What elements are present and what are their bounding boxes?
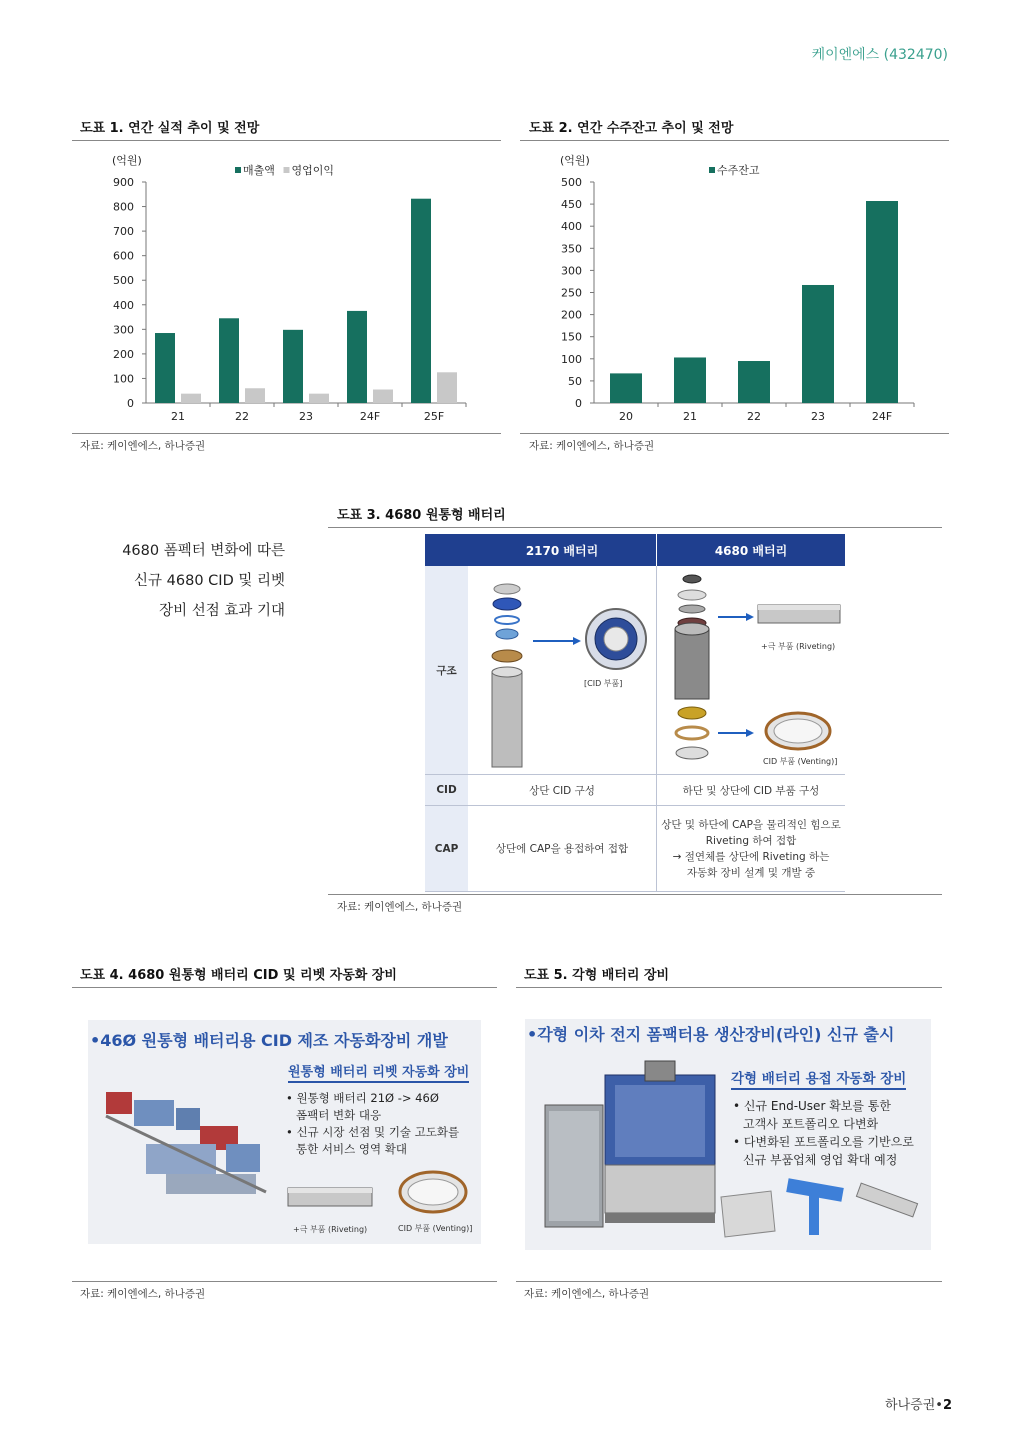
fig5-source: 자료: 케이엔에스, 하나증권 <box>524 1288 650 1300</box>
cid-part-label: [CID 부품] <box>584 679 623 688</box>
bar-수주잔고 <box>802 285 834 403</box>
legend-swatch <box>284 167 290 173</box>
bar-수주잔고 <box>738 361 770 403</box>
fig5-bullet-2b: 신규 부품업체 영업 확대 예정 <box>743 1153 898 1167</box>
bar-영업이익 <box>181 394 201 403</box>
x-tick-label: 20 <box>619 410 633 423</box>
fig2-chart <box>520 145 949 430</box>
y-tick-label: 50 <box>568 374 582 388</box>
y-tick-label: 200 <box>561 308 582 322</box>
legend-label: 매출액 <box>243 164 275 177</box>
fig4-bullets <box>286 1090 459 1158</box>
page-number: 2 <box>942 1398 952 1413</box>
cid-2170-cell: 상단 CID 구성 <box>468 775 657 806</box>
battery-comparison-table <box>425 534 845 892</box>
fig4-riveting-label: +극 부품 (Riveting) <box>293 1225 368 1234</box>
x-tick-label: 22 <box>747 410 761 423</box>
bar-매출액 <box>283 330 303 403</box>
cap-4680-line-2: Riveting 하여 접합 <box>705 834 797 847</box>
y-tick-label: 0 <box>127 397 134 410</box>
fig4-bullet-1a: • 원통형 배터리 21Ø -> 46Ø <box>286 1091 439 1105</box>
fig5-panel <box>525 1019 931 1250</box>
y-tick-label: 300 <box>113 323 134 337</box>
cap-4680-line-3: → 절연체를 상단에 Riveting 하는 <box>672 850 830 863</box>
fig2-bottom-rule <box>520 433 949 434</box>
bar-영업이익 <box>245 388 265 403</box>
bar-매출액 <box>411 199 431 403</box>
col-4680: 4680 배터리 <box>657 534 846 566</box>
bar-매출액 <box>155 333 175 403</box>
battery-2170-exploded-icon <box>469 567 655 773</box>
structure-2170 <box>468 566 657 775</box>
fig4-panel <box>88 1020 481 1244</box>
fig5-bottom-rule <box>516 1281 942 1282</box>
y-tick-label: 450 <box>561 198 582 212</box>
fig2-title: 도표 2. 연간 수주잔고 추이 및 전망 <box>529 121 734 136</box>
x-tick-label: 24F <box>359 410 381 423</box>
x-tick-label: 24F <box>871 410 893 423</box>
fig4-bottom-rule <box>72 1281 497 1282</box>
bar-수주잔고 <box>866 201 898 403</box>
positive-terminal-part-icon <box>286 1168 376 1216</box>
cid-venting-part-icon <box>396 1166 470 1218</box>
side-note <box>95 536 285 626</box>
y-tick-label: 300 <box>561 264 582 278</box>
legend-label: 영업이익 <box>291 164 335 177</box>
side-note-line-3: 장비 선점 효과 기대 <box>159 603 285 619</box>
y-tick-label: 600 <box>113 249 134 263</box>
fig4-venting-label: CID 부품 (Venting)] <box>398 1224 473 1233</box>
fig1-chart <box>72 145 501 430</box>
riveting-label: +극 부품 (Riveting) <box>761 642 836 651</box>
x-tick-label: 25F <box>423 410 445 423</box>
y-tick-label: 700 <box>113 225 134 239</box>
fig4-bullet-1b: 폼팩터 변화 대응 <box>296 1108 382 1122</box>
fig5-bullet-2a: • 다변화된 포트폴리오를 기반으로 <box>733 1135 914 1149</box>
x-tick-label: 21 <box>683 410 697 423</box>
cid-4680-cell: 하단 및 상단에 CID 부품 구성 <box>657 775 846 806</box>
company-header: 케이엔에스 (432470) <box>811 47 948 63</box>
y-tick-label: 500 <box>561 176 582 189</box>
bar-수주잔고 <box>674 357 706 403</box>
fig3-bottom-rule <box>328 894 942 895</box>
fig5-bullet-1b: 고객사 포트폴리오 다변화 <box>743 1117 879 1131</box>
legend-label: 수주잔고 <box>717 164 760 177</box>
fig5-bullets <box>733 1097 914 1169</box>
legend-swatch <box>709 167 715 173</box>
fig1-source: 자료: 케이엔에스, 하나증권 <box>80 440 206 452</box>
y-tick-label: 100 <box>561 352 582 366</box>
venting-label: CID 부품 (Venting)] <box>763 757 838 766</box>
fig1-title: 도표 1. 연간 실적 추이 및 전망 <box>80 121 260 136</box>
x-tick-label: 23 <box>811 410 825 423</box>
y-tick-label: 100 <box>113 372 134 386</box>
x-tick-label: 23 <box>299 410 313 423</box>
y-tick-label: 500 <box>113 274 134 288</box>
bar-영업이익 <box>437 372 457 403</box>
y-tick-label: 800 <box>113 200 134 214</box>
cap-4680-line-1: 상단 및 하단에 CAP을 물리적인 힘으로 <box>661 818 841 831</box>
y-tick-label: 400 <box>113 298 134 312</box>
fig4-title: 도표 4. 4680 원통형 배터리 CID 및 리벳 자동화 장비 <box>80 968 397 983</box>
prismatic-parts-icon <box>717 1177 923 1241</box>
fig3-source: 자료: 케이엔에스, 하나증권 <box>337 901 463 913</box>
rivet-automation-line-icon <box>96 1082 276 1210</box>
x-tick-label: 22 <box>235 410 249 423</box>
cap-2170-cell: 상단에 CAP을 용접하여 접합 <box>468 806 657 892</box>
row-cap-label: CAP <box>425 806 468 892</box>
fig1-top-rule <box>72 140 501 141</box>
page-footer <box>885 1394 952 1413</box>
y-tick-label: 250 <box>561 286 582 300</box>
table-corner <box>425 534 468 566</box>
fig3-title: 도표 3. 4680 원통형 배터리 <box>337 508 506 523</box>
fig1-bottom-rule <box>72 433 501 434</box>
fig4-source: 자료: 케이엔에스, 하나증권 <box>80 1288 206 1300</box>
fig5-banner: •각형 이차 전지 폼팩터용 생산장비(라인) 신규 출시 <box>527 1025 895 1044</box>
side-note-line-2: 신규 4680 CID 및 리벳 <box>134 573 285 589</box>
fig4-top-rule <box>72 987 497 988</box>
bar-매출액 <box>347 311 367 403</box>
prismatic-welding-machine-icon <box>535 1055 727 1235</box>
y-unit-label: (억원) <box>112 154 142 167</box>
y-tick-label: 400 <box>561 220 582 234</box>
battery-4680-exploded-icon <box>658 567 844 773</box>
fig4-subtitle: 원통형 배터리 리벳 자동화 장비 <box>288 1061 469 1083</box>
bar-영업이익 <box>309 394 329 403</box>
fig4-banner: •46Ø 원통형 배터리용 CID 제조 자동화장비 개발 <box>90 1031 448 1050</box>
fig5-title: 도표 5. 각형 배터리 장비 <box>524 968 670 983</box>
fig4-bullet-2a: • 신규 시장 선점 및 기술 고도화를 <box>286 1125 460 1139</box>
y-tick-label: 0 <box>575 397 582 410</box>
y-tick-label: 900 <box>113 176 134 189</box>
y-tick-label: 150 <box>561 330 582 344</box>
fig2-top-rule <box>520 140 949 141</box>
side-note-line-1: 4680 폼펙터 변화에 따른 <box>122 543 285 559</box>
fig5-top-rule <box>516 987 942 988</box>
footer-brand: 하나증권• <box>885 1398 943 1413</box>
row-cid-label: CID <box>425 775 468 806</box>
cap-4680-line-4: 자동화 장비 설계 및 개발 중 <box>686 866 816 879</box>
fig3-top-rule <box>328 527 942 528</box>
cap-4680-cell <box>657 806 846 892</box>
fig5-bullet-1a: • 신규 End-User 확보를 통한 <box>733 1099 891 1113</box>
fig4-bullet-2b: 통한 서비스 영역 확대 <box>296 1142 407 1156</box>
y-tick-label: 350 <box>561 242 582 256</box>
structure-4680 <box>657 566 846 775</box>
y-unit-label: (억원) <box>560 154 590 167</box>
fig2-source: 자료: 케이엔에스, 하나증권 <box>529 440 655 452</box>
row-structure-label: 구조 <box>425 566 468 775</box>
y-tick-label: 200 <box>113 347 134 361</box>
x-tick-label: 21 <box>171 410 185 423</box>
fig5-subtitle: 각형 배터리 용접 자동화 장비 <box>731 1067 906 1090</box>
legend-swatch <box>235 167 241 173</box>
bar-수주잔고 <box>610 373 642 403</box>
bar-영업이익 <box>373 389 393 403</box>
bar-매출액 <box>219 318 239 403</box>
col-2170: 2170 배터리 <box>468 534 657 566</box>
